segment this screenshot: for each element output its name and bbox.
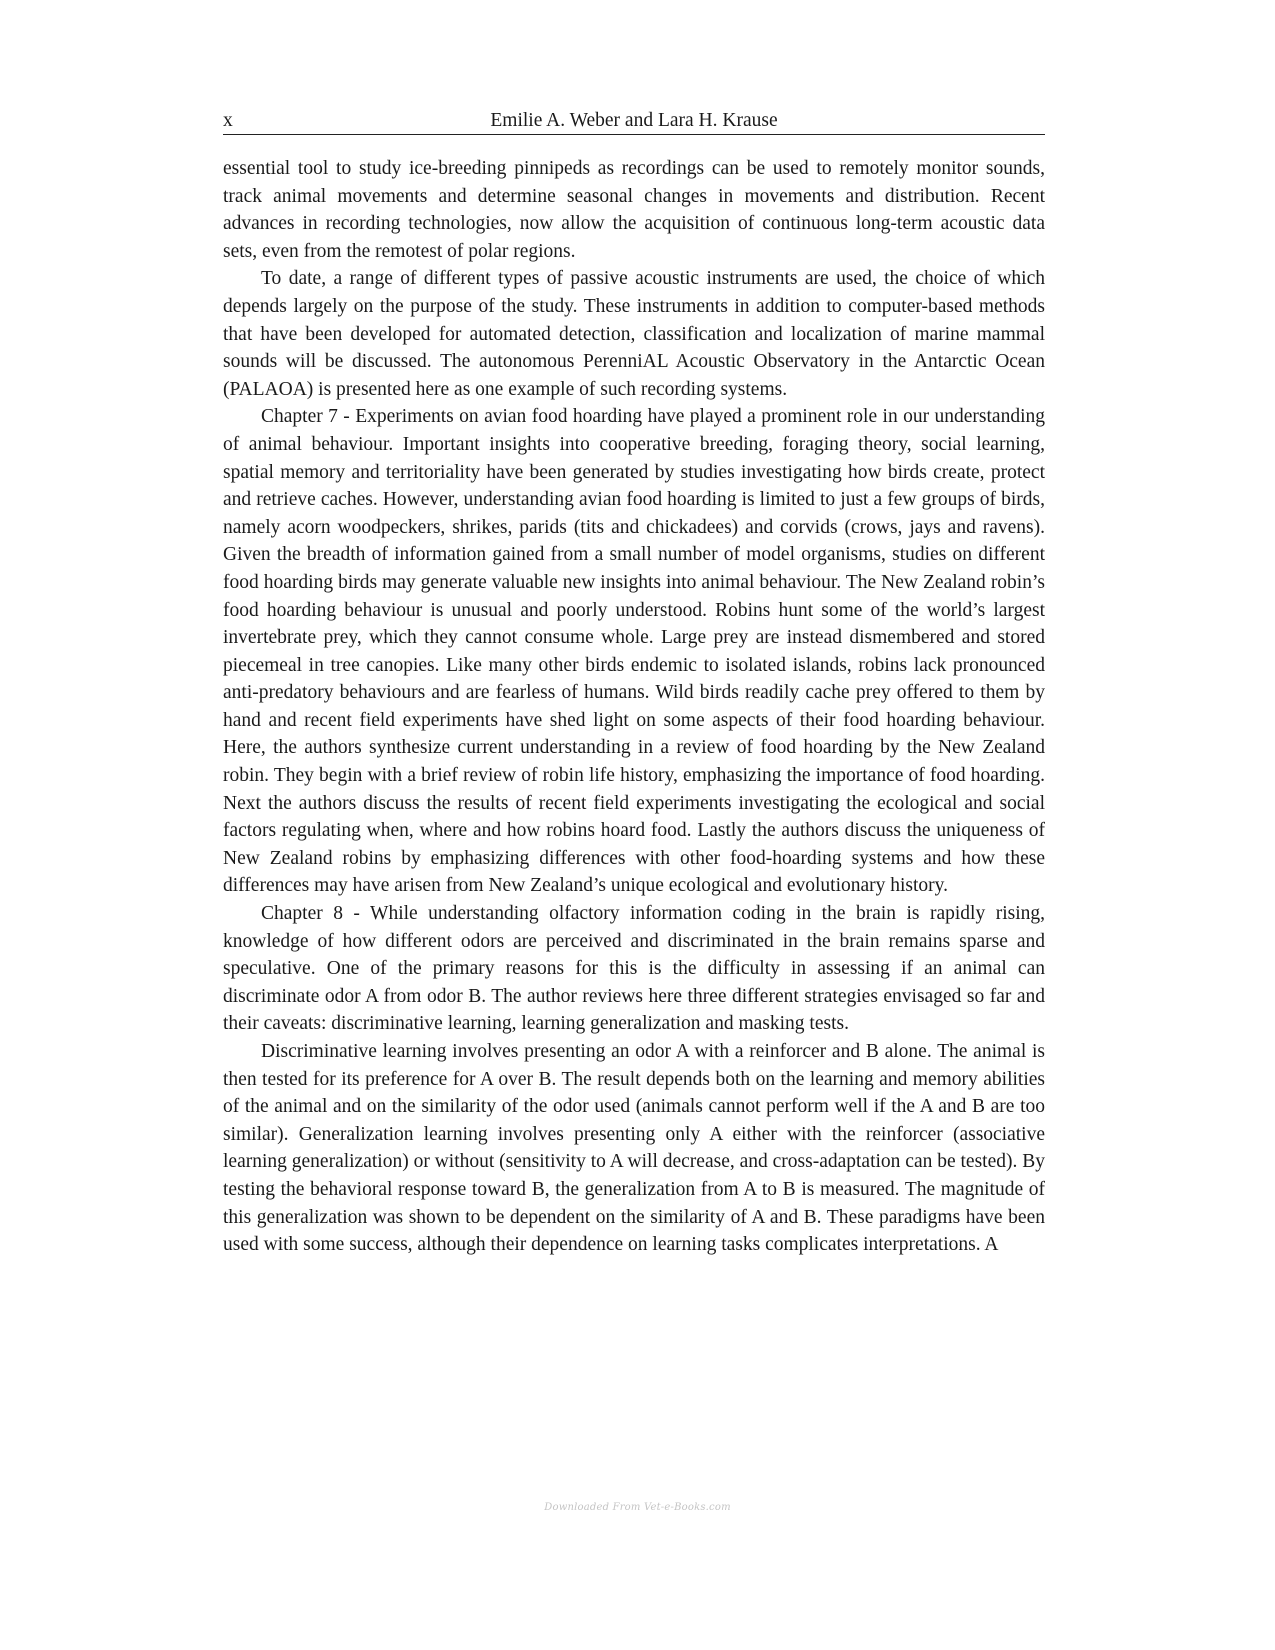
paragraph-chapter-7: Chapter 7 - Experiments on avian food hoarding have played a prominent role in our understanding of animal behaviour. Important insights into cooperative breeding, foraging theory, social learning, spatial memory and territoriality have been generated by studies investigating how birds create, protect and retrieve caches. However, understanding avian food hoarding is limited to just a few groups of birds, namely acorn woodpeckers, shrikes, parids (tits and chickadees) and corvids (crows, jays and ravens). Given the breadth of information gained from a small number of model organisms, studies on different food hoarding birds may generate valuable new insights into animal behaviour. The New Zealand robin’s food hoarding behaviour is unusual and poorly understood. Robins hunt some of the world’s largest invertebrate prey, which they cannot consume whole. Large prey are instead dismembered and stored piecemeal in tree canopies. Like many other birds endemic to isolated islands, robins lack pronounced anti-predatory behaviours and are fearless of humans. Wild birds readily cache prey offered to them by hand and recent field experiments have shed light on some aspects of their food hoarding behaviour. Here, the authors synthesize current understanding in a review of food hoarding by the New Zealand robin. They begin with a brief review of robin life history, emphasizing the importance of food hoarding. Next the authors discuss the results of recent field experiments investigating the ecological and social factors regulating when, where and how robins hoard food. Lastly the authors discuss the uniqueness of New Zealand robins by emphasizing differences with other food-hoarding systems and how these differences may have arisen from New Zealand’s unique ecological and evolutionary history. <box>223 406 1045 897</box>
paragraph-acoustic-instruments: To date, a range of different types of passive acoustic instruments are used, the choice of which depends largely on the purpose of the study. These instruments in addition to computer-based methods that have been developed for automated detection, classification and localization of marine mammal sounds will be discussed. The autonomous PerenniAL Acoustic Observatory in the Antarctic Ocean (PALAOA) is presented here as one example of such recording systems. <box>223 268 1045 400</box>
running-header <box>223 100 1045 135</box>
body-text <box>223 155 1045 1259</box>
paragraph-continued: essential tool to study ice-breeding pinnipeds as recordings can be used to remotely monitor sounds, track animal movements and determine seasonal changes in movements and distribution. Recent advances in recording technologies, now allow the acquisition of continuous long-term acoustic data sets, even from the remotest of polar regions. <box>223 158 1045 262</box>
document-page <box>223 100 1045 1259</box>
download-watermark: Downloaded From Vet-e-Books.com <box>544 1502 731 1513</box>
paragraph-discriminative-learning: Discriminative learning involves presenting an odor A with a reinforcer and B alone. The animal is then tested for its preference for A over B. The result depends both on the learning and memory abilities of the animal and on the similarity of the odor used (animals cannot perform well if the A and B are too similar). Generalization learning involves presenting only A either with the reinforcer (associative learning generalization) or without (sensitivity to A will decrease, and cross-adaptation can be tested). By testing the behavioral response toward B, the generalization from A to B is measured. The magnitude of this generalization was shown to be dependent on the similarity of A and B. These paradigms have been used with some success, although their dependence on learning tasks complicates interpretations. A <box>223 1041 1045 1256</box>
page-number: x <box>223 110 233 131</box>
paragraph-chapter-8: Chapter 8 - While understanding olfactory information coding in the brain is rapidly rising, knowledge of how different odors are perceived and discriminated in the brain remains sparse and speculative. One of the primary reasons for this is the difficulty in assessing if an animal can discriminate odor A from odor B. The author reviews here three different strategies envisaged so far and their caveats: discriminative learning, learning generalization and masking tests. <box>223 903 1045 1035</box>
running-header-authors: Emilie A. Weber and Lara H. Krause <box>490 110 778 131</box>
